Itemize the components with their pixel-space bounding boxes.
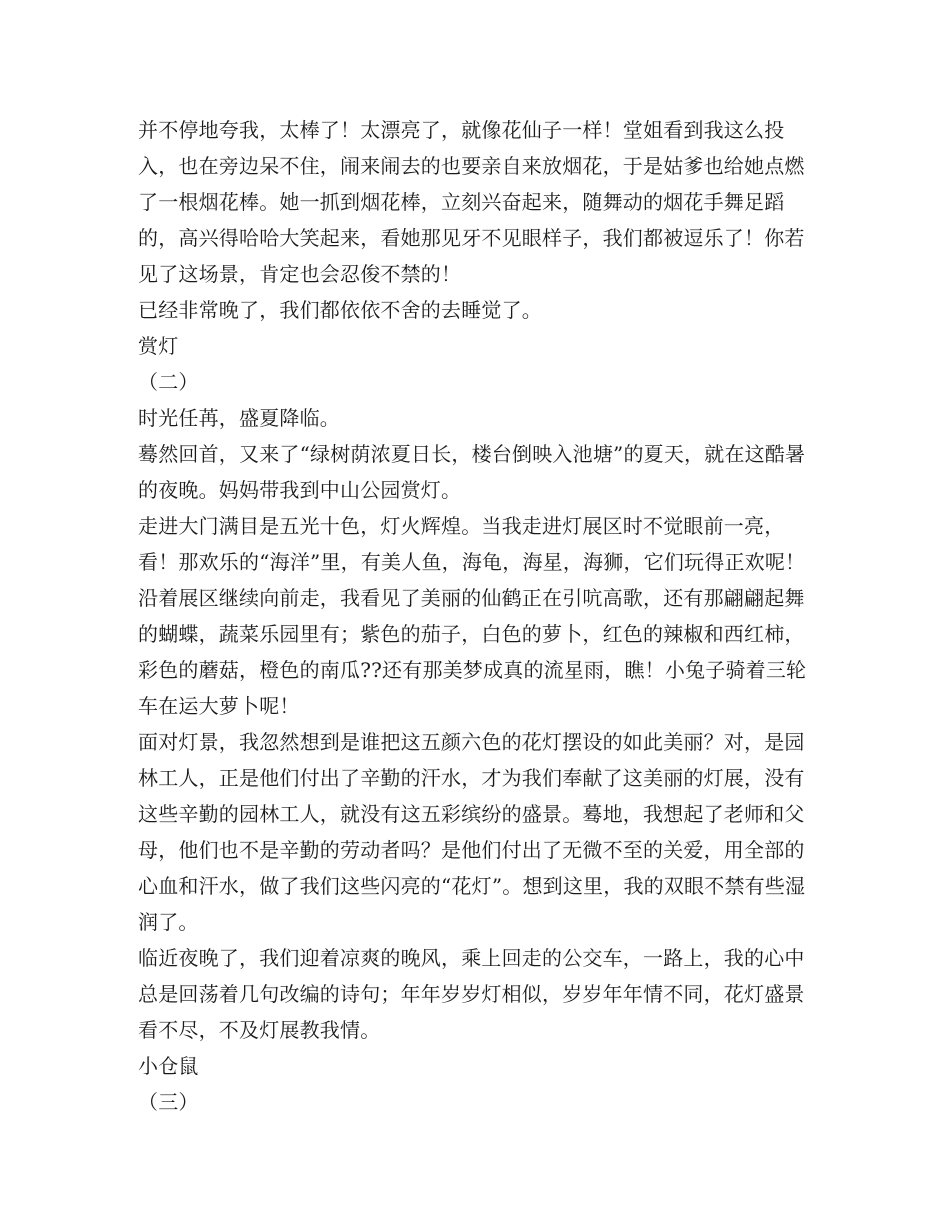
essay-title-little-hamster: 小仓鼠 [138,1054,199,1078]
paragraph-late-night: 已经非常晚了，我们都依依不舍的去睡觉了。 [138,298,542,322]
paragraph-going-home: 临近夜晚了，我们迎着凉爽的晚风，乘上回走的公交车，一路上，我的心中总是回荡着几句改编的诗句；年年岁岁灯相似，岁岁年年情不同，花灯盛景看不尽，不及灯展教我情。 [138,946,805,1042]
paragraph-lantern-display: 走进大门满目是五光十色，灯火辉煌。当我走进灯展区时不觉眼前一亮，看！那欢乐的“海洋”里，有美人鱼，海龟，海星，海狮，它们玩得正欢呢！沿着展区继续向前走，我看见了美丽的仙鹤正在引吭高歌，还有那翩翩起舞的蝴蝶，蔬菜乐园里有；紫色的茄子，白色的萝卜，红色的辣椒和西红柿，彩色的蘑菇，橙色的南瓜??还有那美梦成真的流星雨，瞧！小兔子骑着三轮车在运大萝卜呢！ [138,514,807,718]
paragraph-summer-arrives: 时光任苒，盛夏降临。 [138,406,340,430]
paragraph-fireworks-praise: 并不停地夸我，太棒了！太漂亮了，就像花仙子一样！堂姐看到我这么投入，也在旁边呆不住，闹来闹去的也要亲自来放烟花，于是姑爹也给她点燃了一根烟花棒。她一抓到烟花棒，立刻兴奋起来，随舞动的烟花手舞足蹈的，高兴得哈哈大笑起来，看她那见牙不见眼样子，我们都被逗乐了！你若见了这场景，肯定也会忍俊不禁的！ [138,118,805,286]
section-number-three: （三） [138,1090,199,1114]
paragraph-lantern-visit: 蓦然回首，又来了“绿树荫浓夏日长，楼台倒映入池塘”的夏天，就在这酷暑的夜晚。妈妈带我到中山公园赏灯。 [138,442,806,502]
document-page [138,112,818,1120]
paragraph-gratitude: 面对灯景，我忽然想到是谁把这五颜六色的花灯摆设的如此美丽？对，是园林工人，正是他们付出了辛勤的汗水，才为我们奉献了这美丽的灯展，没有这些辛勤的园林工人，就没有这五彩缤纷的盛景。蓦地，我想起了老师和父母，他们也不是辛勤的劳动者吗？是他们付出了无微不至的关爱，用全部的心血和汗水，做了我们这些闪亮的“花灯”。想到这里，我的双眼不禁有些湿润了。 [138,730,806,934]
section-number-two: （二） [138,370,199,394]
essay-title-shang-deng: 赏灯 [138,334,179,358]
